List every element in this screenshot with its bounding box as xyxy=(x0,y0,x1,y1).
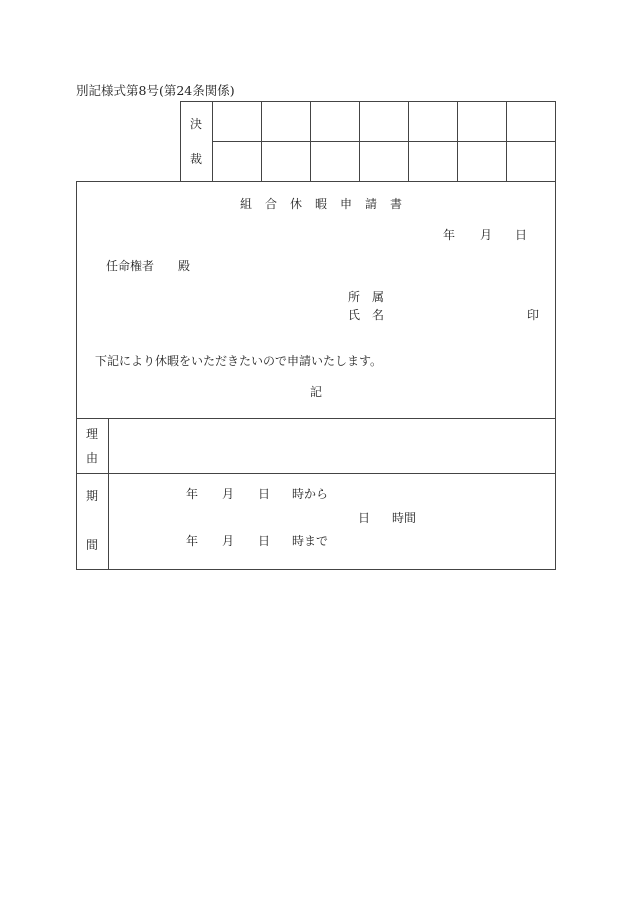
approval-label-bottom: 裁 xyxy=(190,152,203,166)
approval-grid-col-divider xyxy=(310,101,311,182)
approval-grid-col-divider xyxy=(457,101,458,182)
approval-grid-col-divider xyxy=(408,101,409,182)
period-from-day: 日 xyxy=(258,487,271,501)
form-label: 別記様式第8号(第24条関係) xyxy=(76,83,235,98)
period-to-month: 月 xyxy=(222,534,235,548)
period-label-divider xyxy=(108,473,109,570)
approval-grid-col-divider xyxy=(506,101,507,182)
reason-label-bottom: 由 xyxy=(86,451,99,465)
reason-label-divider xyxy=(108,418,109,474)
affiliation-label: 所 属 xyxy=(348,290,385,304)
addressee-name: 任命権者 xyxy=(106,259,155,273)
date-month: 月 xyxy=(480,228,493,242)
period-from-month: 月 xyxy=(222,487,235,501)
period-from-year: 年 xyxy=(186,487,199,501)
request-box xyxy=(76,181,556,419)
period-to-time: 時まで xyxy=(292,534,329,548)
request-sentence: 下記により休暇をいただきたいので申請いたします。 xyxy=(95,354,383,368)
approval-grid-col-divider xyxy=(212,101,213,182)
period-duration-hours: 時間 xyxy=(392,511,417,525)
approval-grid-col-divider xyxy=(261,101,262,182)
date-day: 日 xyxy=(515,228,528,242)
period-duration-days: 日 xyxy=(358,511,371,525)
period-label-bottom: 間 xyxy=(86,538,99,552)
approval-label-top: 決 xyxy=(190,117,203,131)
reason-label-top: 理 xyxy=(86,427,99,441)
period-to-year: 年 xyxy=(186,534,199,548)
approval-grid-col-divider xyxy=(359,101,360,182)
reason-row xyxy=(76,418,556,474)
period-to-day: 日 xyxy=(258,534,271,548)
addressee-honorific: 殿 xyxy=(178,259,191,273)
period-from-time: 時から xyxy=(292,487,329,501)
date-year: 年 xyxy=(443,228,456,242)
form-title: 組合休暇申請書 xyxy=(240,197,416,211)
approval-grid-row-divider xyxy=(212,141,556,142)
seal-label: 印 xyxy=(527,308,540,322)
name-label: 氏 名 xyxy=(348,308,385,322)
ki-heading: 記 xyxy=(310,385,323,399)
period-label-top: 期 xyxy=(86,489,99,503)
